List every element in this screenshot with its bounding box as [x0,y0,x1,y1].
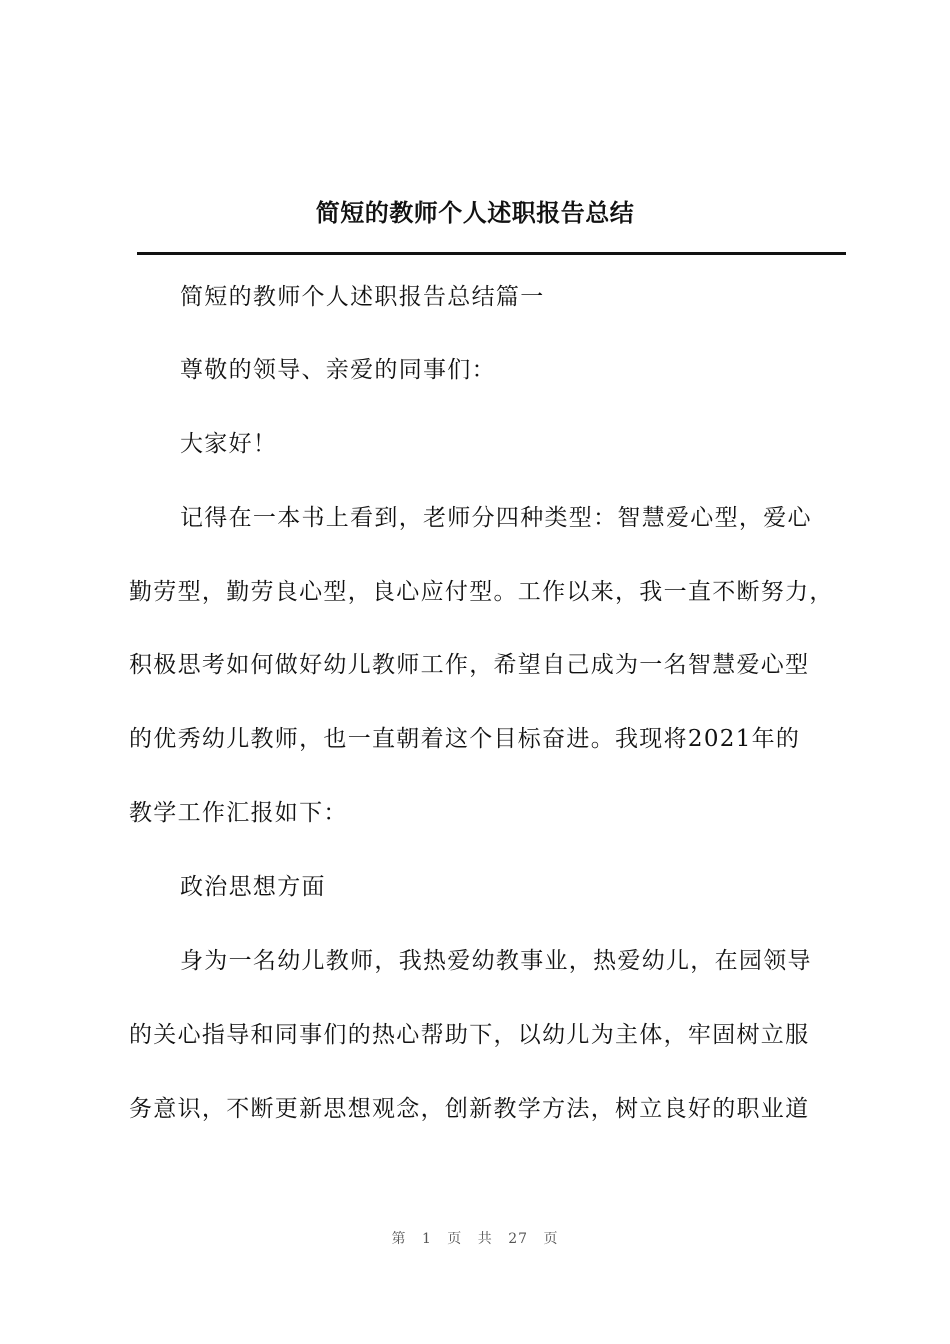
paragraph-line: 的关心指导和同事们的热心帮助下，以幼儿为主体，牢固树立服 [129,1022,810,1048]
paragraph-line: 积极思考如何做好幼儿教师工作，希望自己成为一名智慧爱心型 [129,652,810,678]
paragraph-line: 记得在一本书上看到，老师分四种类型：智慧爱心型，爱心 [180,505,812,531]
page-title: 简短的教师个人述职报告总结 [315,198,635,227]
paragraph-line: 教学工作汇报如下： [129,800,348,826]
paragraph-line: 务意识，不断更新思想观念，创新教学方法，树立良好的职业道 [129,1096,810,1122]
paragraph-line: 勤劳型，勤劳良心型，良心应付型。工作以来，我一直不断努力， [129,579,834,605]
page-number-footer: 第 1 页 共 27 页 [391,1231,559,1247]
salutation: 尊敬的领导、亲爱的同事们： [180,357,496,383]
title-divider [137,252,846,255]
subsection-heading: 政治思想方面 [180,874,326,900]
paragraph-line: 身为一名幼儿教师，我热爱幼教事业，热爱幼儿，在园领导 [180,948,812,974]
section-heading: 简短的教师个人述职报告总结篇一 [180,284,545,310]
greeting: 大家好！ [180,431,278,457]
paragraph-line: 的优秀幼儿教师，也一直朝着这个目标奋进。我现将2021年的 [129,726,801,752]
